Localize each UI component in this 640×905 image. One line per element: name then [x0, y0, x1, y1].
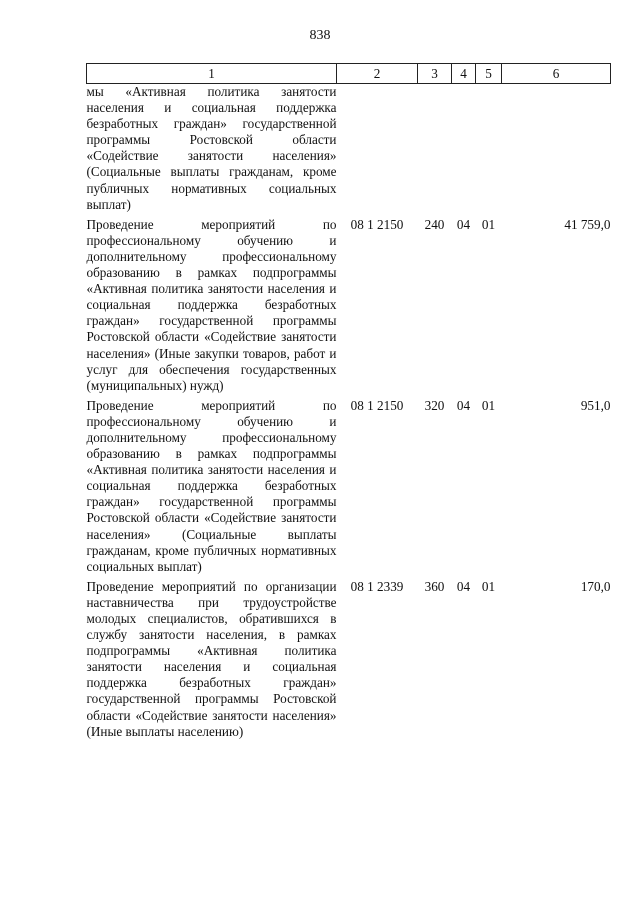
- table-row: [87, 575, 611, 740]
- column-header-2: 2: [337, 64, 418, 84]
- row-expense-type: 240: [424, 216, 445, 232]
- row-code: 08 1 2339: [350, 578, 404, 594]
- column-header-4: 4: [452, 64, 476, 84]
- row-description: Проведение мероприятий по организации наставничества при трудоустройстве молодых специалистов, обратившихся в службу занятости населения, в рамках подпрограммы «Активная политика занятости населения и социальная поддержка безработных граждан» государственной программы Ростовской области «Содействие занятости населения» (Иные выплаты населению): [86, 578, 337, 739]
- row-expense-type: 360: [424, 578, 445, 594]
- row-section: 04: [456, 578, 471, 594]
- row-amount: [502, 84, 611, 213]
- row-description: мы «Активная политика занятости населения и социальная поддержка безработных граждан» государственной программы Ростовской области «Содействие занятости населения» (Социальные выплаты гражданам, кроме публичных нормативных социальных выплат): [86, 84, 337, 212]
- row-section: [452, 84, 476, 213]
- table-row: [87, 213, 611, 394]
- column-header-1: 1: [87, 64, 337, 84]
- row-code: 08 1 2150: [350, 397, 404, 413]
- table-row: [87, 394, 611, 575]
- table-row: [87, 84, 611, 213]
- header-row: [87, 64, 611, 84]
- row-expense-type: 320: [424, 397, 445, 413]
- row-description: Проведение мероприятий по профессиональному обучению и дополнительному профессиональному образованию в рамках подпрограммы «Активная политика занятости населения и социальная поддержка безработных граждан» государственной программы Ростовской области «Содействие занятости населения» (Социальные выплаты гражданам, кроме публичных нормативных социальных выплат): [86, 397, 337, 574]
- row-subsection: 01: [481, 216, 496, 232]
- row-expense-type: [418, 84, 452, 213]
- row-amount: 170,0: [580, 578, 611, 594]
- page-number: 838: [309, 28, 331, 43]
- column-header-5: 5: [476, 64, 502, 84]
- row-code: [337, 84, 418, 213]
- column-header-6: 6: [502, 64, 611, 84]
- row-subsection: 01: [481, 578, 496, 594]
- row-section: 04: [456, 216, 471, 232]
- row-amount: 41 759,0: [564, 216, 611, 232]
- budget-table: [86, 63, 611, 740]
- row-description: Проведение мероприятий по профессиональному обучению и дополнительному профессиональному образованию в рамках подпрограммы «Активная политика занятости населения и социальная поддержка безработных граждан» государственной программы Ростовской области «Содействие занятости населения» (Иные закупки товаров, работ и услуг для обеспечения государственных (муниципальных) нужд): [86, 216, 337, 393]
- row-amount: 951,0: [580, 397, 611, 413]
- row-code: 08 1 2150: [350, 216, 404, 232]
- row-subsection: 01: [481, 397, 496, 413]
- column-header-3: 3: [418, 64, 452, 84]
- row-section: 04: [456, 397, 471, 413]
- row-subsection: [476, 84, 502, 213]
